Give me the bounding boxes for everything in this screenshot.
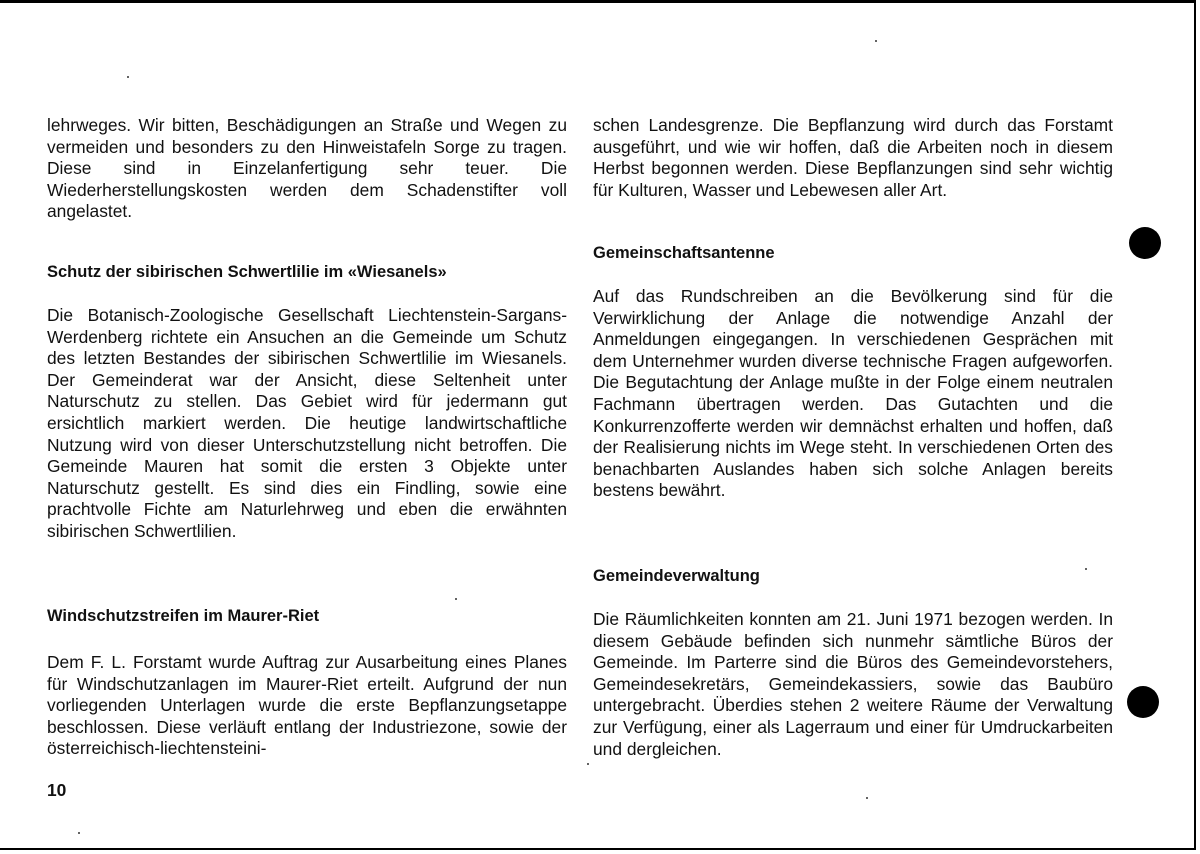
paragraph-gemeinschaftsantenne: Auf das Rundschreiben an die Bevölkerung sind für die Verwirklichung der Anlage die notwendige Anzahl der Anmeldungen eingegangen. In verschiedenen Gesprächen mit dem Unternehmer wurden diverse technische Fragen aufgeworfen. Die Begutachtung der Anlage mußte in der Folge einem neutralen Fachmann übertragen werden. Das Gutachten und die Konkurrenzofferte werden wir demnächst erhalten und hoffen, daß der Realisierung nichts im Wege steht. In verschiedenen Orten des benachbarten Auslandes haben sich solche Anlagen bereits bestens bewährt. bbox=[593, 286, 1113, 501]
paragraph-schwertlilie: Die Botanisch-Zoologische Gesellschaft Liechtenstein-Sargans-Werdenberg richtete ein Ansuchen an die Gemeinde um Schutz des letzten Bestandes der sibirischen Schwertlilie im Wiesanels. Der Gemeinderat war der Ansicht, diese Seltenheit unter Naturschutz zu stellen. Das Gebiet wird für jedermann gut ersichtlich markiert werden. Die heutige landwirtschaftliche Nutzung wird von dieser Unterschutzstellung nicht betroffen. Die Gemeinde Mauren hat somit die ersten 3 Objekte unter Naturschutz gestellt. Es sind dies ein Findling, sowie eine prachtvolle Fichte am Naturlehrweg und eben die erwähnten sibirischen Schwertlilien. bbox=[47, 305, 567, 541]
scan-speck bbox=[1085, 568, 1087, 570]
page-number: 10 bbox=[47, 780, 67, 800]
margin-punch-hole-top bbox=[1129, 227, 1161, 259]
heading-gemeinschaftsantenne: Gemeinschaftsantenne bbox=[593, 244, 775, 262]
scan-speck bbox=[587, 763, 589, 765]
paragraph-gemeindeverwaltung: Die Räumlichkeiten konnten am 21. Juni 1971 bezogen werden. In diesem Gebäude befinden sich nunmehr sämtliche Büros der Gemeinde. Im Parterre sind die Büros des Gemeindevorstehers, Gemeindesekretärs, Gemeindekassiers, sowie das Baubüro untergebracht. Überdies stehen 2 weitere Räume der Verwaltung zur Verfügung, einer als Lagerraum und einer für Umdruckarbeiten und dergleichen. bbox=[593, 609, 1113, 759]
heading-schwertlilie: Schutz der sibirischen Schwertlilie im «Wiesanels» bbox=[47, 263, 447, 281]
paragraph-windschutzstreifen: Dem F. L. Forstamt wurde Auftrag zur Ausarbeitung eines Planes für Windschutzanlagen im Maurer-Riet erteilt. Aufgrund der nun vorliegenden Unterlagen wurde die erste Bepflanzungsetappe beschlossen. Diese verläuft entlang der Industriezone, sowie der österreichisch-liechtensteini- bbox=[47, 652, 567, 759]
scan-speck bbox=[866, 797, 868, 799]
right-intro-paragraph: schen Landesgrenze. Die Bepflanzung wird durch das Forstamt ausgeführt, und wie wir hoffen, daß die Arbeiten noch in diesem Herbst begonnen werden. Diese Bepflanzungen sind sehr wichtig für Kulturen, Wasser und Lebewesen aller Art. bbox=[593, 115, 1113, 200]
heading-gemeindeverwaltung: Gemeindeverwaltung bbox=[593, 567, 760, 585]
scan-speck bbox=[78, 832, 80, 834]
scan-speck bbox=[875, 40, 877, 42]
scan-speck bbox=[127, 76, 129, 78]
heading-windschutzstreifen: Windschutzstreifen im Maurer-Riet bbox=[47, 607, 320, 625]
left-intro-paragraph: lehrweges. Wir bitten, Beschädigungen an Straße und Wegen zu vermeiden und besonders zu den Hinweistafeln Sorge zu tragen. Diese sind in Einzelanfertigung sehr teuer. Die Wiederherstellungskosten werden dem Schadenstifter voll angelastet. bbox=[47, 115, 567, 222]
scan-speck bbox=[455, 598, 457, 600]
margin-punch-hole-bottom bbox=[1127, 686, 1159, 718]
